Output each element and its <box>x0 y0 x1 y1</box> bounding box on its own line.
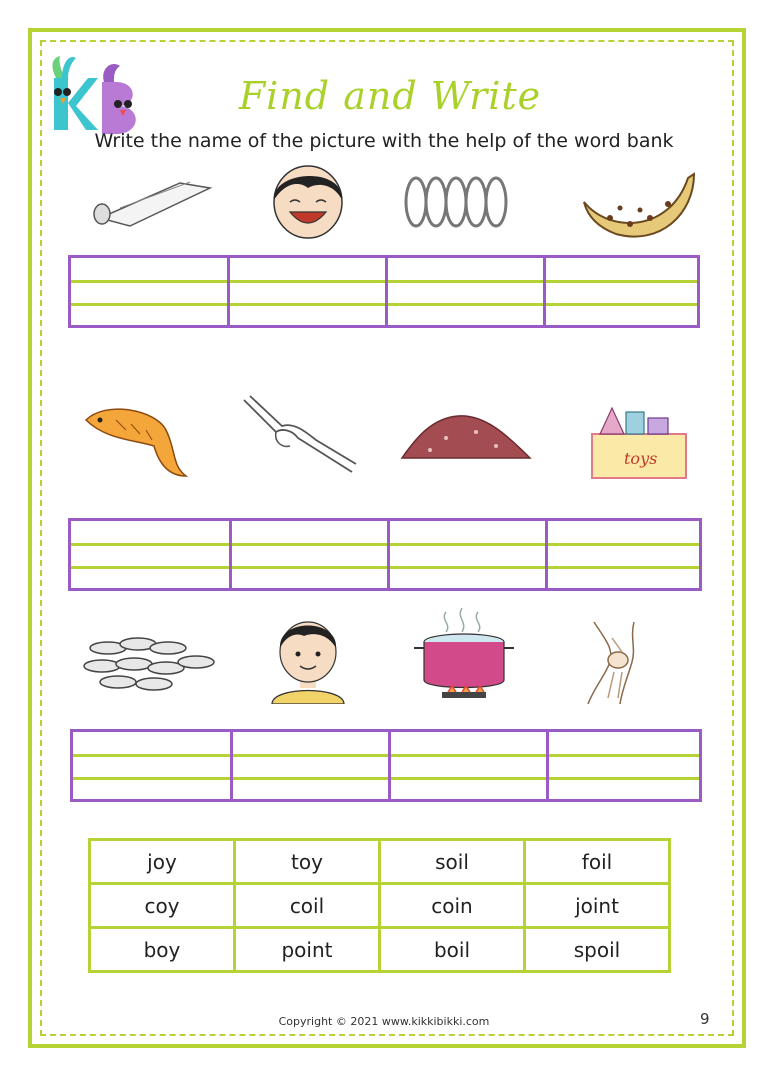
guide-line <box>71 543 699 546</box>
word-bank-cell: coin <box>380 884 525 928</box>
joint-knee-icon <box>574 618 674 706</box>
word-bank-cell: soil <box>380 840 525 884</box>
cell-divider <box>385 258 388 325</box>
cell-divider <box>387 521 390 588</box>
word-bank-row <box>90 928 670 972</box>
kb-logo <box>40 48 150 143</box>
toy-box-icon <box>566 398 706 482</box>
copyright-footer: Copyright © 2021 www.kikkibikki.com <box>278 1015 490 1028</box>
answer-box-row2[interactable] <box>68 518 702 591</box>
word-bank-cell: boil <box>380 928 525 972</box>
boy-laughing-icon <box>238 160 378 240</box>
word-bank-row <box>90 884 670 928</box>
point-hand-icon <box>236 392 376 482</box>
boil-pot-icon <box>412 604 522 704</box>
cell-divider <box>543 258 546 325</box>
word-bank-cell: spoil <box>525 928 670 972</box>
cell-divider <box>545 521 548 588</box>
word-bank-cell: point <box>235 928 380 972</box>
word-bank-cell: coil <box>235 884 380 928</box>
word-bank-row <box>90 840 670 884</box>
spoil-banana-icon <box>570 164 710 244</box>
guide-line <box>73 754 699 757</box>
answer-box-row1[interactable] <box>68 255 700 328</box>
coin-icon <box>78 622 218 702</box>
page-title: Find and Write <box>238 74 542 118</box>
guide-line <box>71 566 699 569</box>
answer-box-row3[interactable] <box>70 729 702 802</box>
cell-divider <box>229 521 232 588</box>
soil-icon <box>396 408 536 468</box>
cell-divider <box>546 732 549 799</box>
word-bank-cell: foil <box>525 840 670 884</box>
word-bank-table <box>88 838 671 973</box>
foil-icon <box>80 168 220 248</box>
guide-line <box>71 303 697 306</box>
cell-divider <box>230 732 233 799</box>
coy-fish-icon <box>76 390 216 480</box>
guide-line <box>73 777 699 780</box>
coil-icon <box>394 168 534 248</box>
toy-box-label: toys <box>624 449 658 468</box>
word-bank-cell: boy <box>90 928 235 972</box>
word-bank-cell: joy <box>90 840 235 884</box>
page-number: 9 <box>700 1010 710 1028</box>
word-bank-cell: toy <box>235 840 380 884</box>
cell-divider <box>388 732 391 799</box>
word-bank-cell: joint <box>525 884 670 928</box>
boy-icon <box>238 612 378 704</box>
guide-line <box>71 280 697 283</box>
instruction-text: Write the name of the picture with the help of the word bank <box>94 130 674 152</box>
cell-divider <box>227 258 230 325</box>
word-bank-cell: coy <box>90 884 235 928</box>
